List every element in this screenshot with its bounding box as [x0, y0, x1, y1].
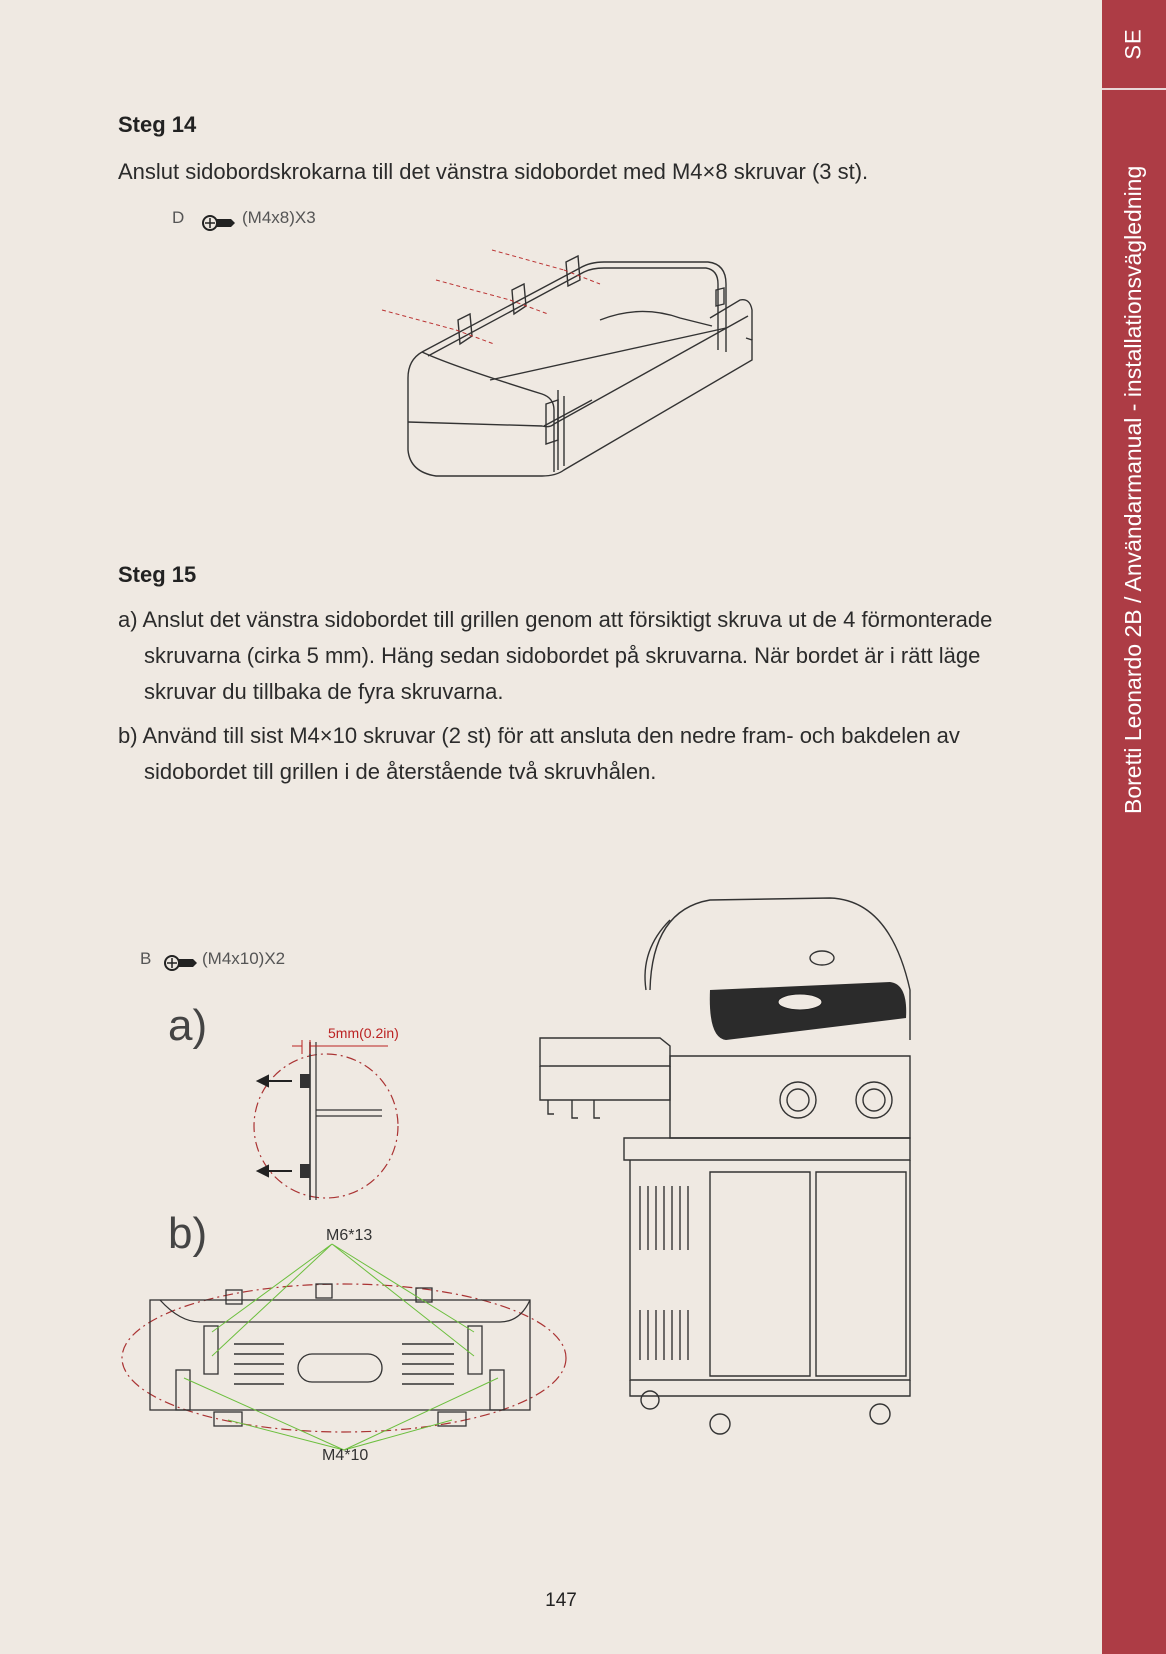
detail-a-circle [254, 1025, 399, 1200]
screw-icon [165, 956, 197, 970]
step-15-title: Steg 15 [118, 562, 197, 587]
grill-illustration [530, 890, 960, 1450]
page-number: 147 [545, 1590, 577, 1611]
step-14-part-spec: (M4x8)X3 [242, 208, 316, 227]
step-14-part-letter: D [172, 208, 185, 227]
detail-b-label: b) [168, 1209, 208, 1258]
step-15-part-letter: B [140, 949, 152, 968]
document-title: Boretti Leonardo 2B / Användarmanual - installationsvägledning [1120, 165, 1146, 814]
screw-icon [203, 216, 235, 230]
detail-b-drawing [122, 1244, 566, 1450]
step-14-text: Anslut sidobordskrokarna till det vänstra sidobordet med M4×8 skruvar (3 st). [118, 159, 869, 184]
side-table-drawing [408, 256, 752, 476]
step-14-title: Steg 14 [118, 112, 197, 137]
screw-arrows [382, 250, 600, 344]
step-15-detail-figure [120, 930, 590, 1470]
language-label: SE [1120, 28, 1146, 60]
gap-label: 5mm(0.2in) [328, 1025, 399, 1041]
label-m6: M6*13 [326, 1227, 373, 1244]
step-15-item-a: a) Anslut det vänstra sidobordet till grillen genom att försiktigt skruva ut de 4 förmonterade skruvarna (cirka 5 mm). Häng sedan sidobordet på skruvarna. När bordet är i rätt läge skruvar du tillbaka de fyra skruvarna. [118, 607, 993, 704]
step-15-part-spec: (M4x10)X2 [202, 949, 286, 968]
sidebar-band [1102, 0, 1166, 1654]
brand-badge [778, 994, 822, 1010]
language-tab [1102, 0, 1166, 90]
step-15-item-b: b) Använd till sist M4×10 skruvar (2 st) för att ansluta den nedre fram- och bakdelen av sidobordet till grillen i de återstående två skruvhålen. [118, 723, 960, 784]
step-14-figure [160, 200, 880, 510]
label-m4: M4*10 [322, 1447, 369, 1464]
lid-band [710, 982, 906, 1040]
detail-a-label: a) [168, 1001, 208, 1050]
